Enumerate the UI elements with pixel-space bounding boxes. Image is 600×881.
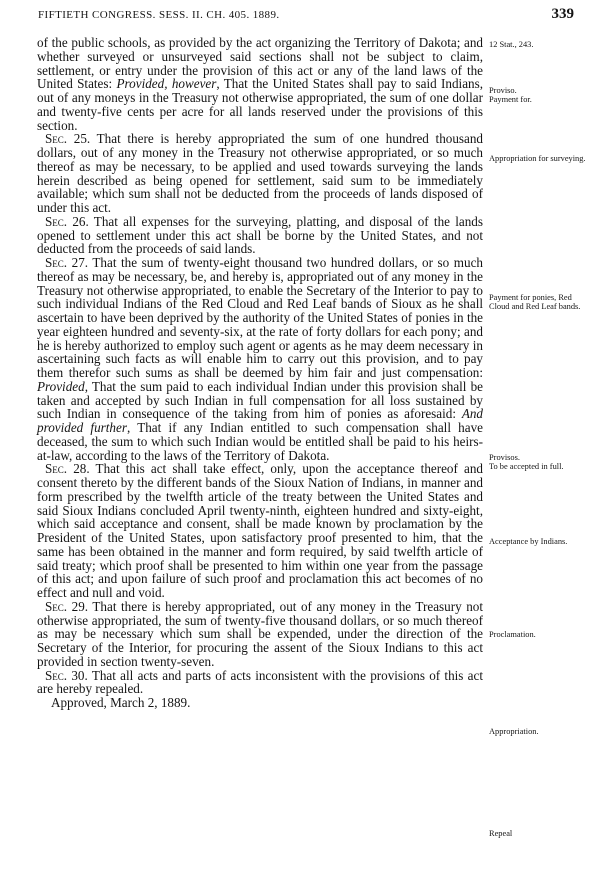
running-header <box>38 6 574 26</box>
paragraph-section-29 <box>37 600 483 669</box>
page-number: 339 <box>551 6 574 22</box>
section-label: Sec. 25. <box>45 131 91 147</box>
text-run: , That the sum paid to each individual Indian under this provision shall be taken and accepted by such Indian in full compensation for all loss sustained by such Indian in consequence of the taking from him of ponies as aforesaid: <box>37 378 483 422</box>
text-run: That this act shall take effect, only, upon the acceptance thereof and consent thereto by the different bands of the Sioux Nation of Indians, in manner and form prescribed by the twelfth article of the treaty between the United States and said Sioux Indians concluded April twenty-ninth, eighteen hundred and sixty-eight, which said acceptance and consent, shall be made known by proclamation by the President of the United States, upon satisfactory proof presented to him, that the same has been obtained in the manner and form required, by said twelfth article of said treaty; which proof shall be presented to him within one year from the passage of this act; and upon failure of such proof and proclamation this act becomes of no effect and null and void. <box>37 461 483 600</box>
text-run: , That the United States shall pay to said Indians, out of any moneys in the Treasury not otherwise appropriated, the sum of one dollar and twenty-five cents per acre for all lands reserved under the provisions of this section. <box>37 76 483 133</box>
margin-note-accepted-in-full: To be accepted in full. <box>489 462 564 471</box>
text-run: That all expenses for the surveying, platting, and disposal of the lands opened to settlement under this act shall be borne by the United States, and not deducted from the proceeds of said lands. <box>37 213 483 257</box>
margin-note-stat-ref: 12 Stat., 243. <box>489 40 534 49</box>
paragraph-section-30 <box>37 669 483 697</box>
italic-proviso: And provided further <box>37 406 483 435</box>
paragraph-section-25 <box>37 132 483 215</box>
text-run: That there is hereby appropriated, out of any money in the Treasury not otherwise appropriated, the sum of twenty-five thousand dollars, or so much thereof as may be necessary which sum shall be expended, under the direction of the Secretary of the Interior, for procuring the assent of the Sioux Indians to this act provided in section twenty-seven. <box>37 598 484 669</box>
statute-text <box>37 36 483 710</box>
text-run: That the sum of twenty-eight thousand two hundred dollars, or so much thereof as may be necessary, be, and hereby is, appropriated out of any money in the Treasury not otherwise appropriated, to enable the Secretary of the Interior to pay to such individual Indians of the Red Cloud and Red Leaf bands of Sioux as he shall ascertain to have been deprived by the authority of the United States of ponies in the year eighteen hundred and seventy-six, at the rate of forty dollars for each pony; and he is hereby authorized to employ such agent or agents as he may deem necessary in ascertaining such facts as will enable him to carry out this provision, and to pay them therefor such sums as shall be deemed by him fair and just compensation: <box>37 255 483 380</box>
margin-note-payment-for: Payment for. <box>489 95 532 104</box>
paragraph-section-26 <box>37 215 483 256</box>
text-run: of the public schools, as provided by the act organizing the Territory of Dakota; and whether surveyed or unsurveyed said sections shall not be subject to claim, settlement, or entry under the provision of this act or any of the land laws of the United States: <box>37 35 483 92</box>
italic-proviso: Provided, however <box>116 76 217 92</box>
section-label: Sec. 30. <box>45 667 88 683</box>
paragraph-section-28 <box>37 462 483 600</box>
margin-note-appropriation-surveying: Appropriation for surveying. <box>489 154 586 163</box>
approval-date: Approved, March 2, 1889. <box>51 695 191 710</box>
section-label: Sec. 27. <box>45 255 89 270</box>
margin-note-repeal: Repeal <box>489 829 513 838</box>
paragraph-section-27 <box>37 256 483 462</box>
text-run: , That if any Indian entitled to such compensation shall have deceased, the sum to which such Indian would be entitled shall be paid to his heirs-at-law, according to the laws of the Territory of Dakota. <box>37 420 483 463</box>
margin-note-proclamation: Proclamation. <box>489 630 536 639</box>
margin-note-appropriation: Appropriation. <box>489 727 539 736</box>
margin-note-payment-ponies: Payment for ponies, Red Cloud and Red Leaf bands. <box>489 293 581 312</box>
paragraph-section-24-continued <box>37 36 483 132</box>
text-run: That all acts and parts of acts inconsistent with the provisions of this act are hereby repealed. <box>37 667 483 697</box>
margin-note-provisos: Provisos. <box>489 453 520 462</box>
section-label: Sec. 29. <box>45 598 89 614</box>
section-label: Sec. 26. <box>45 213 89 229</box>
italic-proviso: Provided <box>37 378 85 394</box>
running-head-title: FIFTIETH CONGRESS. SESS. II. CH. 405. 1889. <box>38 9 280 21</box>
text-run: That there is hereby appropriated the sum of one hundred thousand dollars, out of any money in the Treasury not otherwise appropriated, or so much thereof as may be necessary, to be applied and used towards surveying the lands herein described as being opened for settlement, said sum to be immediately available; which sum shall not be deducted from the proceeds of lands disposed of under this act. <box>37 131 483 215</box>
margin-note-acceptance-indians: Acceptance by Indians. <box>489 537 568 546</box>
section-label: Sec. 28. <box>45 461 90 477</box>
margin-note-proviso: Proviso. <box>489 86 517 95</box>
